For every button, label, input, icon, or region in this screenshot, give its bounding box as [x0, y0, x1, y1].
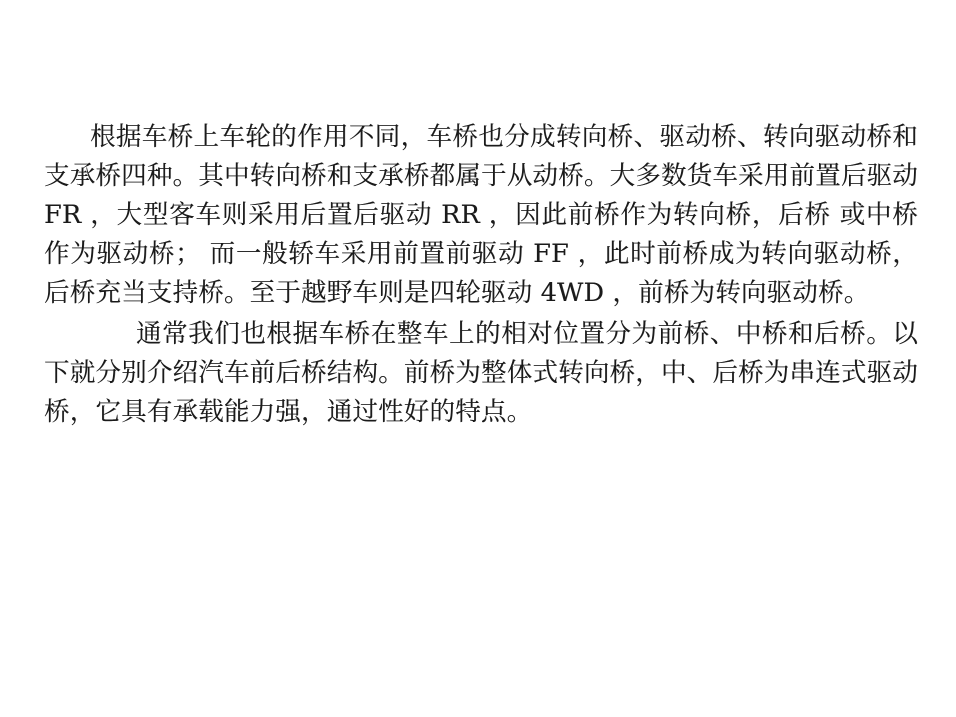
slide-body-text	[44, 118, 918, 432]
body-paragraph-2: 通常我们也根据车桥在整车上的相对位置分为前桥、中桥和后桥。以下就分别介绍汽车前后桥结构。前桥为整体式转向桥，中、后桥为串连式驱动桥，它具有承载能力强，通过性好的特点。	[44, 319, 918, 427]
body-paragraph-1: 根据车桥上车轮的作用不同，车桥也分成转向桥、驱动桥、转向驱动桥和支承桥四种。其中转向桥和支承桥都属于从动桥。大多数货车采用前置后驱动 FR ，大型客车则采用后置后驱动 RR ，因此前桥作为转向桥，后桥 或中桥 作为驱动桥； 而一般轿车采用前置前驱动 FF ，此时前桥成为转向驱动桥，后桥充当支持桥。至于越野车则是四轮驱动 4WD ，前桥为转向驱动桥。	[44, 122, 918, 308]
